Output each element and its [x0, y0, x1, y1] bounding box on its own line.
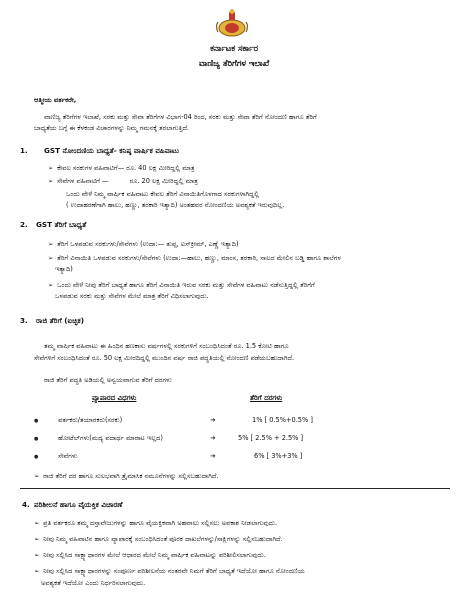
- section-3-note-text: ರಾಜಿ ತೆರಿಗೆ ದರ ಹಾಗೂ ಸುಲಭವಾಗಿ ತ್ರೈಮಾಸಿಕ ನಮೂನೆಗಳನ್ನು ಸಲ್ಲಿಸಬಹುದಾಗಿದೆ.: [43, 472, 219, 480]
- section-3-para-2: ಸೇವೆಗಳಿಗೆ ಸಂಬಂಧಿಸಿದಂತೆ ರೂ. 50 ಲಕ್ಷ ಮೀರದಿದ್ದಲ್ಲಿ ಮುಂದಿನ ವರ್ಷ ರಾಜಿ ಪದ್ಧತಿಯಲ್ಲಿ ನೋಂದಣಿ ಪಡೆಯಬಹುದಾಗಿದೆ.: [34, 354, 295, 362]
- arrow-bullet-icon: ➢: [48, 254, 54, 262]
- section-4-item-text: ನೀವು ಸಲ್ಲಿಸಿದ ಸಾಕ್ಷ್ಯಾಧಾರಗಳ ಮೇಲೆ ಆಧಾರದ ಮೇಲೆ ನಿಮ್ಮ ವಾರ್ಷಿಕ ವಹಿವಾಟನ್ನು ಪರಿಶೀಲಿಸಲಾಗುವುದು.: [43, 551, 266, 559]
- section-4-number: 4.: [22, 500, 30, 509]
- arrow-bullet-icon: ➢: [48, 177, 54, 185]
- intro-line-1: ವಾಣಿಜ್ಯ ತೆರಿಗೆಗಳ ಇಲಾಖೆ, ಸರಕು ಮತ್ತು ಸೇವಾ ತೆರಿಗೆಗಳ ವಿಭಾಗ-04 ರಿಂದ, ಸರಕು ಮತ್ತು ಸೇವಾ ತೆರಿಗೆ ನೋಂದಣಿ ಹಾಗೂ ತೆರಿಗೆ: [44, 113, 317, 121]
- section-1-note-1: ಒಂದು ವೇಳೆ ನಿಮ್ಮ ವಾರ್ಷಿಕ ವಹಿವಾಟು ಕೇವಲ ತೆರಿಗೆ ವಿನಾಯಿತಿಗೊಳಗಾದ ಸರಕುಗಳಾಗಿದ್ದಲ್ಲಿ: [66, 190, 259, 198]
- arrow-right-icon: ➔: [210, 416, 216, 424]
- section-4-item-text: ನೀವು ನಿಮ್ಮ ವಹಿವಾಟಿನ ಹಾಗೂ ವ್ಯಾಪಾರಕ್ಕೆ ಸಂಬಂಧಿಸಿದಂತೆ ಪೂರಕ ದಾಖಲೆಗಳನ್ನು/ಸಾಕ್ಷಿಗಳನ್ನು ಸಲ್ಲಿಸಬಹುದಾಗಿದೆ.: [43, 535, 283, 543]
- section-1-item-text: ಕೇವಲ ಸರಕುಗಳ ವಹಿವಾಟಿಗೆ— ರೂ. 40 ಲಕ್ಷ ಮೀರಿದ್ದಲ್ಲಿ ಮಾತ್ರ: [57, 164, 195, 172]
- rates-row-type: ಸೇವೆಗಳು: [58, 452, 78, 460]
- section-2-item-cont: ಇತ್ಯಾದಿ): [55, 265, 73, 273]
- section-1-note-2: ( ಉದಾಹರಣೆಗಾಗಿ ಹಾಲು, ಹಣ್ಣು, ತರಕಾರಿ ಇತ್ಯಾದಿ) ಅಂತಹವರ ನೋಂದಣಿಯ ಅವಶ್ಯಕತೆ ಇರುವುದಿಲ್ಲ.: [66, 201, 285, 209]
- arrow-right-icon: ➔: [210, 434, 216, 442]
- section-2-item-cont: ಒಳಪಡುವ ಸರಕು ಮತ್ತು ಸೇವೆಗಳ ಮೇಲೆ ಮಾತ್ರ ತೆರಿಗೆ ವಿಧಿಸಲಾಗುವುದು.: [55, 292, 209, 300]
- rates-row: [34, 452, 217, 461]
- section-4-item-cont: ಅವಶ್ಯಕತೆ ಇದೆಯೋ ಎಂದು ನಿರ್ಧರಿಸಲಾಗುವುದು.: [41, 579, 146, 587]
- section-3-note: [34, 472, 218, 481]
- section-4-item: [34, 535, 283, 544]
- dot-bullet-icon: ●: [34, 436, 39, 442]
- section-4-item: [34, 519, 277, 528]
- section-4-item-text: ಪ್ರತಿ ವರ್ತಕರೂ ತಮ್ಮ ದಸ್ತಾವೇಜುಗಳನ್ನು ಹಾಗೂ ವೈಯಕ್ತಿಕವಾಗಿ ಅಹವಾಲು ಸಲ್ಲಿಸಲು ಅವಕಾಶ ನೀಡಲಾಗುವುದು.: [43, 519, 278, 527]
- section-3-para-1: ತಮ್ಮ ವಾರ್ಷಿಕ ವಹಿವಾಟು ಈ ಹಿಂದಿನ ಹಣಕಾಸು ವರ್ಷಗಳಲ್ಲಿ ಸರಕುಗಳಿಗೆ ಸಂಬಂಧಿಸಿದಂತೆ ರೂ. 1.5 ಕೋಟಿ ಹಾಗೂ: [44, 342, 289, 350]
- arrow-bullet-icon: ➢: [34, 519, 40, 527]
- dot-bullet-icon: ●: [34, 454, 39, 460]
- section-2-item-text: ತೆರಿಗೆ ಒಳಪಡುವ ಸರಕುಗಳು/ಸೇವೆಗಳು (ಉದಾ:— ತುಪ್ಪ, ಐಸ್‌ಕ್ರೀಮ್, ಎಣ್ಣೆ ಇತ್ಯಾದಿ): [57, 240, 239, 248]
- rates-col-business-type: ವ್ಯಾಪಾರದ ವಿಧಗಳು: [92, 394, 137, 402]
- section-2-item-text: ತೆರಿಗೆ ವಿನಾಯಿತಿ ಒಳಪಡುವ ಸರಕುಗಳು/ಸೇವೆಗಳು (ಉದಾ:—ಹಾಲು, ಹಣ್ಣು, ಮಾಂಸ, ತರಕಾರಿ, ಸಾಲದ ಮೇಲಿನ ಬಡ್ಡಿ ಹಾಗೂ ಶಾಲೆಗಳ: [57, 254, 341, 262]
- intro-line-2: ಬಾಧ್ಯತೆಯ ಬಗ್ಗೆ ಈ ಕೆಳಕಂಡ ವಿಚಾರಗಳನ್ನು ನಿಮ್ಮ ಗಮನಕ್ಕೆ ತರಲಾಗುತ್ತಿದೆ.: [34, 124, 190, 132]
- section-1-number: 1.: [20, 146, 28, 155]
- arrow-bullet-icon: ➢: [48, 240, 54, 248]
- section-1-item-text: ಸೇವೆಗಳ ವಹಿವಾಟಿಗೆ — ರೂ. 20 ಲಕ್ಷ ಮೀರಿದ್ದಲ್ಲಿ ಮಾತ್ರ: [57, 177, 198, 185]
- section-1-title: GST ನೋಂದಣಿಯ ಬಾಧ್ಯತೆ- ಕನಿಷ್ಠ ವಾರ್ಷಿಕ ವಹಿವಾಟು: [44, 146, 180, 155]
- section-1-item: [48, 164, 195, 173]
- section-3-title: ರಾಜಿ ತೆರಿಗೆ (ಐಚ್ಛಿಕ): [36, 316, 85, 325]
- arrow-bullet-icon: ➢: [34, 567, 40, 575]
- section-4-item: [34, 551, 266, 560]
- arrow-bullet-icon: ➢: [48, 164, 54, 172]
- arrow-bullet-icon: ➢: [34, 551, 40, 559]
- section-4-item-text: ನೀವು ಸಲ್ಲಿಸಿದ ಸಾಕ್ಷ್ಯಾಧಾರಗಳನ್ನು ಸಂಪೂರ್ಣ ಪರಿಶೀಲನೆಯ ನಂತರವೇ ನಿಮಗೆ ತೆರಿಗೆ ಬಾಧ್ಯತೆ ಇದೆಯೋ ಹಾಗೂ ನೋಂದಣಿಯ: [43, 567, 305, 575]
- section-3-para-3: ರಾಜಿ ತೆರಿಗೆ ಪದ್ಧತಿ ಅಡಿಯಲ್ಲಿ ಅನ್ವಯವಾಗುವ ತೆರಿಗೆ ದರಗಳು: [44, 376, 172, 384]
- arrow-bullet-icon: ➢: [48, 281, 54, 289]
- rates-row-rate: 1% [ 0.5%+0.5% ]: [252, 416, 313, 424]
- rates-row-type: ಹೋಟೆಲ್‌ಗಳು(ಮದ್ಯ ಪದಾರ್ಥ ಮಾರಾಟ ಇಲ್ಲದ): [58, 434, 163, 442]
- section-4-item: [34, 567, 305, 576]
- rates-row: [34, 416, 217, 425]
- section-4-title: ಪರಿಶೀಲನೆ ಹಾಗೂ ವೈಯಕ್ತಿಕ ವಿಚಾರಣೆ: [34, 500, 123, 509]
- rates-row-rate: 6% [ 3%+3% ]: [254, 452, 303, 460]
- section-2-item-text: ಒಂದು ವೇಳೆ ನೀವು ತೆರಿಗೆ ಬಾಧ್ಯತೆ ಹಾಗೂ ತೆರಿಗೆ ವಿನಾಯಿತಿ ಇರುವ ಸರಕು ಮತ್ತು ಸೇವೆಗಳ ವಹಿವಾಟು ನಡೆಸುತ್ತಿದ್ದಲ್ಲಿ ತೆರಿಗೆಗೆ: [57, 281, 315, 289]
- rates-row-type: ವರ್ತಕರು/ತಯಾರಕರು(ಸರಕು): [58, 416, 123, 424]
- header-department: ವಾಣಿಜ್ಯ ತೆರಿಗೆಗಳ ಇಲಾಖೆ: [198, 58, 270, 68]
- section-3-number: 3.: [20, 316, 28, 325]
- section-2-item: [48, 281, 315, 290]
- rates-row: [34, 434, 217, 443]
- dot-bullet-icon: ●: [34, 418, 39, 424]
- rates-row-rate: 5% [ 2.5% + 2.5% ]: [238, 434, 304, 442]
- arrow-bullet-icon: ➢: [34, 535, 40, 543]
- section-2-item: [48, 254, 341, 263]
- greeting: ಆತ್ಮೀಯ ವರ್ತಕರೇ,: [34, 96, 77, 104]
- section-1-item: [48, 177, 198, 186]
- section-divider: [20, 488, 450, 489]
- state-emblem-icon: [212, 8, 252, 38]
- section-2-item: [48, 240, 239, 249]
- section-2-title: GST ತೆರಿಗೆ ಬಾಧ್ಯತೆ: [36, 220, 87, 229]
- section-2-number: 2.: [20, 220, 28, 229]
- arrow-bullet-icon: ➢: [34, 472, 40, 480]
- rates-col-tax-rate: ತೆರಿಗೆ ದರಗಳು: [250, 394, 283, 402]
- arrow-right-icon: ➔: [210, 452, 216, 460]
- header-government: ಕರ್ನಾಟಕ ಸರ್ಕಾರ: [210, 43, 258, 53]
